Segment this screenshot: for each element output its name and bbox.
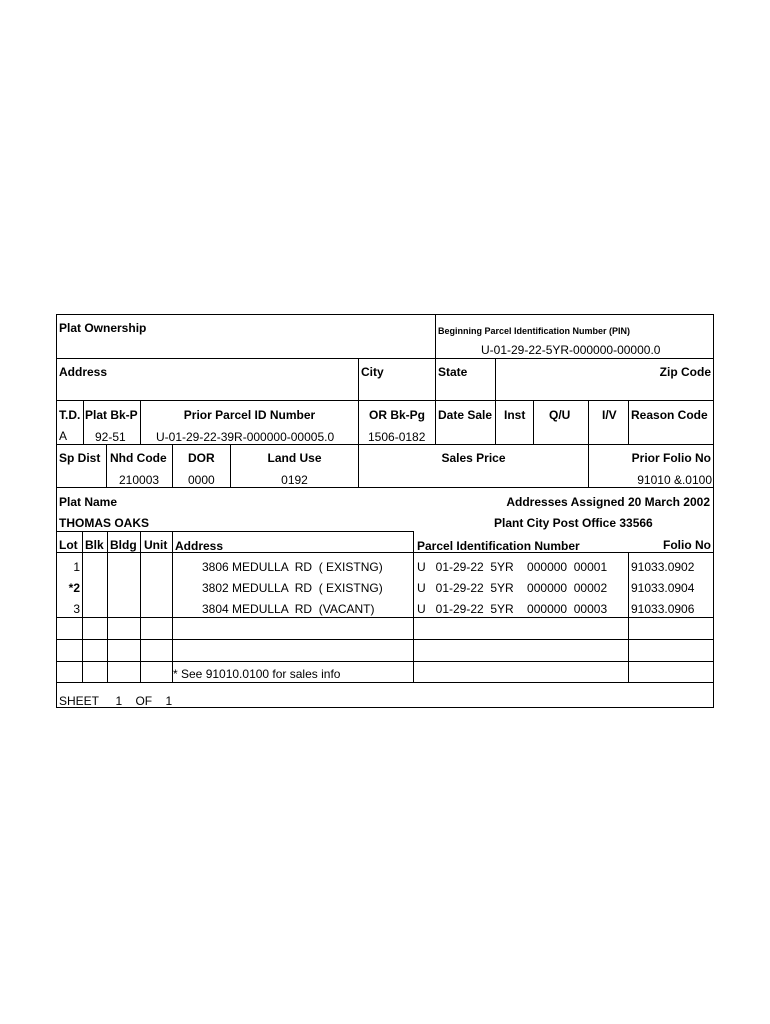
row1-address: 3806 MEDULLA RD ( EXISTNG) (202, 560, 383, 574)
vline-pin (435, 315, 436, 358)
sales-info-note: * See 91010.0100 for sales info (173, 667, 341, 681)
col-folio-header: Folio No (663, 538, 711, 552)
rule-platname-left (57, 531, 413, 532)
nhd-code-label: Nhd Code (110, 451, 167, 465)
col-blk-header: Blk (85, 538, 104, 552)
row2-pin: U 01-29-22 5YR 000000 00002 (417, 581, 608, 595)
prior-folio-label: Prior Folio No (631, 451, 711, 465)
vline-spdist (106, 444, 107, 488)
post-office: Plant City Post Office 33566 (494, 516, 653, 530)
vline-city (358, 358, 359, 401)
rule-table-header (57, 552, 713, 553)
td-label: T.D. (59, 408, 81, 422)
pin-label: Beginning Parcel Identification Number (PIN) (438, 326, 631, 336)
vline-td (83, 400, 84, 444)
vline-blk (107, 531, 108, 683)
inst-label: Inst (504, 408, 526, 422)
vline-lot (82, 531, 83, 683)
pin-value: U-01-29-22-5YR-000000-00000.0 (481, 343, 661, 357)
rule-row1 (57, 358, 713, 359)
vline-iv (628, 400, 629, 444)
plat-name-label: Plat Name (59, 495, 118, 509)
prior-parcel-value: U-01-29-22-39R-000000-00005.0 (156, 430, 335, 444)
col-bldg-header: Bldg (110, 538, 137, 552)
row3-lot: 3 (73, 602, 80, 616)
land-use-value: 0192 (281, 473, 308, 487)
prior-parcel-label: Prior Parcel ID Number (183, 408, 316, 422)
nhd-code-value: 210003 (119, 473, 160, 487)
spdist-label: Sp Dist (59, 451, 101, 465)
city-label: City (361, 365, 384, 379)
vline-folio (628, 552, 629, 683)
rule-row3 (57, 444, 713, 445)
row1-pin: U 01-29-22 5YR 000000 00001 (417, 560, 608, 574)
dor-label: DOR (188, 451, 215, 465)
rule-table-row3 (57, 617, 713, 618)
rule-row4 (57, 487, 713, 488)
row1-lot: 1 (73, 560, 80, 574)
vline-address (413, 531, 414, 683)
rule-row2 (57, 400, 713, 401)
vline-inst (533, 400, 534, 444)
col-unit-header: Unit (144, 538, 168, 552)
row3-pin: U 01-29-22 5YR 000000 00003 (417, 602, 608, 616)
vline-nhd (172, 444, 173, 488)
land-use-label: Land Use (267, 451, 322, 465)
orbk-value: 1506-0182 (368, 430, 426, 444)
sheet-number: SHEET 1 OF 1 (59, 694, 173, 708)
row1-folio: 91033.0902 (631, 560, 695, 574)
row2-lot: *2 (68, 581, 80, 595)
rule-sheet (57, 682, 713, 683)
vline-zip (495, 358, 496, 444)
plat-record-form (56, 314, 714, 708)
col-lot-header: Lot (59, 538, 78, 552)
zip-label: Zip Code (659, 365, 711, 379)
plat-ownership-label: Plat Ownership (59, 321, 147, 335)
row2-folio: 91033.0904 (631, 581, 695, 595)
col-pin-header: Parcel Identification Number (417, 539, 580, 553)
orbk-label: OR Bk-Pg (369, 408, 426, 422)
address-label: Address (59, 365, 108, 379)
qu-label: Q/U (549, 408, 571, 422)
vline-unit (172, 531, 173, 683)
addresses-assigned: Addresses Assigned 20 March 2002 (506, 495, 710, 509)
state-label: State (438, 365, 468, 379)
plat-name-value: THOMAS OAKS (59, 516, 149, 530)
reason-code-label: Reason Code (631, 408, 708, 422)
vline-qu (588, 400, 589, 488)
vline-platbk (140, 400, 141, 444)
platbk-value: 92-51 (95, 430, 126, 444)
vline-orbk (358, 400, 359, 444)
sales-price-label: Sales Price (441, 451, 506, 465)
row2-address: 3802 MEDULLA RD ( EXISTNG) (202, 581, 383, 595)
platbk-label: Plat Bk-P (85, 408, 138, 422)
prior-folio-value: 91010 &.0100 (637, 473, 712, 487)
iv-label: I/V (602, 408, 617, 422)
vline-bldg (140, 531, 141, 683)
row3-address: 3804 MEDULLA RD (VACANT) (202, 602, 375, 616)
dor-value: 0000 (188, 473, 215, 487)
rule-table-row4 (57, 639, 713, 640)
row3-folio: 91033.0906 (631, 602, 695, 616)
vline-state (435, 358, 436, 444)
rule-table-row5 (57, 661, 713, 662)
datesale-label: Date Sale (438, 408, 493, 422)
col-address-header: Address (175, 539, 224, 553)
td-value: A (59, 429, 68, 443)
